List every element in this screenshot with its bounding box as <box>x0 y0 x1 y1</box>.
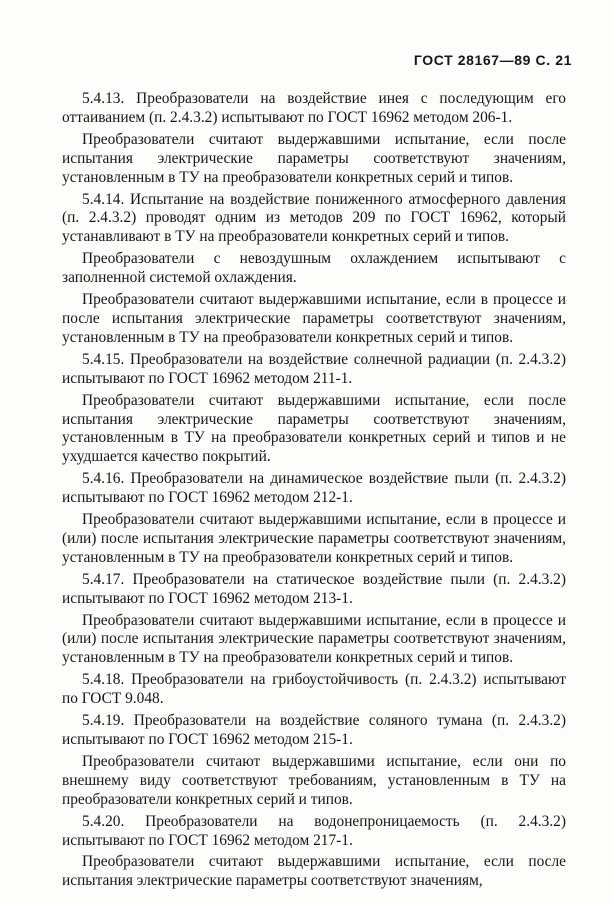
page-body-text <box>62 90 566 894</box>
running-header: ГОСТ 28167—89 С. 21 <box>413 52 572 68</box>
paragraph-5-4-19: 5.4.19. Преобразователи на воздействие соляного тумана (п. 2.4.3.2) испытывают по ГОСТ 16962 методом 215-1. <box>62 712 566 748</box>
paragraph-5-4-14-cooling: Преобразователи с невоздушным охлаждением испытывают с заполненной системой охлаждения. <box>62 250 566 287</box>
paragraph-5-4-14-criteria: Преобразователи считают выдержавшими испытание, если в процессе и после испытания электрические параметры соответствуют значениям, установленным в ТУ на преобразователи конкретных серий и типов. <box>62 291 566 346</box>
paragraph-5-4-20-criteria: Преобразователи считают выдержавшими испытание, если после испытания электрические параметры соответствуют значениям, <box>62 853 566 890</box>
paragraph-5-4-15: 5.4.15. Преобразователи на воздействие солнечной радиации (п. 2.4.3.2) испытывают по ГОСТ 16962 методом 211-1. <box>62 350 566 387</box>
paragraph-5-4-20: 5.4.20. Преобразователи на водонепроницаемость (п. 2.4.3.2) испытывают по ГОСТ 16962 методом 217-1. <box>62 812 566 849</box>
paragraph-5-4-17-criteria: Преобразователи считают выдержавшими испытание, если в процессе и (или) после испытания электрические параметры соответствуют значениям, установленным в ТУ на преобразователи конкретных серий и типов. <box>62 611 566 667</box>
paragraph-5-4-16-criteria: Преобразователи считают выдержавшими испытание, если в процессе и (или) после испытания электрические параметры соответствуют значениям, установленным в ТУ на преобразователи конкретных серий и типов. <box>62 511 566 566</box>
paragraph-5-4-13-criteria: Преобразователи считают выдержавшими испытание, если после испытания электрические параметры соответствуют значениям, установленным в ТУ на преобразователи конкретных серий и типов. <box>62 130 566 186</box>
paragraph-5-4-16: 5.4.16. Преобразователи на динамическое воздействие пыли (п. 2.4.3.2) испытывают по ГОСТ 16962 методом 212-1. <box>62 470 566 507</box>
paragraph-5-4-17: 5.4.17. Преобразователи на статическое воздействие пыли (п. 2.4.3.2) испытывают по ГОСТ 16962 методом 213-1. <box>62 570 566 607</box>
paragraph-5-4-13: 5.4.13. Преобразователи на воздействие инея с последующим его оттаиванием (п. 2.4.3.2) испытывают по ГОСТ 16962 методом 206-1. <box>62 90 566 126</box>
paragraph-5-4-15-criteria: Преобразователи считают выдержавшими испытание, если после испытания электрические параметры соответствуют значениям, установленным в ТУ на преобразователи конкретных серий и типов и не ухудшается качество покрытий. <box>62 391 566 466</box>
paragraph-5-4-19-criteria: Преобразователи считают выдержавшими испытание, если они по внешнему виду соответствуют требованиям, установленным в ТУ на преобразователи конкретных серий и типов. <box>62 752 566 808</box>
paragraph-5-4-14: 5.4.14. Испытание на воздействие пониженного атмосферного давления (п. 2.4.3.2) проводят одним из методов 209 по ГОСТ 16962, который устанавливают в ТУ на преобразователи конкретных серий и типов. <box>62 190 566 246</box>
paragraph-5-4-18: 5.4.18. Преобразователи на грибоустойчивость (п. 2.4.3.2) испытывают по ГОСТ 9.048. <box>62 671 566 708</box>
